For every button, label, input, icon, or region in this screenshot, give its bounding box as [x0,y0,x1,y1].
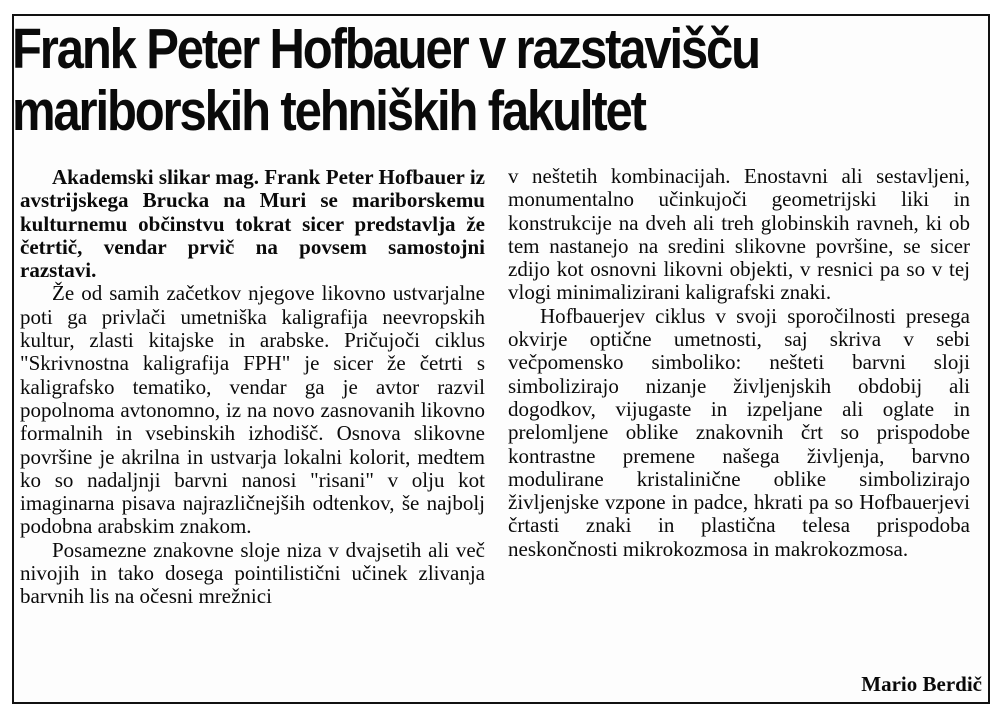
headline [12,18,829,142]
column-left [20,166,485,609]
body-paragraph-1: Že od samih začetkov njegove likovno ustvarjalne poti ga privlači umetniška kaligrafija neevropskih kultur, zlasti kitajske in arabske. Pričujoči ciklus "Skrivnostna kaligrafija FPH" je sicer že četrti s kaligrafsko tematiko, vendar ga je avtor razvil popolnoma avtonomno, iz na novo zasnovanih likovno formalnih in vsebinskih izhodišč. Osnova slikovne površine je akrilna in ustvarja lokalni kolorit, medtem ko so nadaljnji barvni nanosi "risani" v olju kot imaginarna pisava najrazličnejših odtenkov, še najbolj podobna arabskim znakom. [20,281,485,539]
column-right [508,165,970,561]
headline-line-2: mariborskih tehniških fakultet [12,79,645,143]
author-signature: Mario Berdič [861,672,982,696]
body-paragraph-2-end: v neštetih kombinacijah. Enostavni ali sestavljeni, monumentalno učinkujoči geometrijski liki in konstrukcije na dveh ali treh globinskih ravneh, ki ob tem nastanejo na sredini slikovne površine, se sicer zdijo kot osnovni likovni objekti, v resnici pa so v tej vlogi minimalizirani kaligrafski znaki. [508,164,970,305]
headline-line-1: Frank Peter Hofbauer v razstavišču [12,17,759,81]
body-paragraph-2-start: Posamezne znakovne sloje niza v dvajsetih ali več nivojih in tako dosega pointilistični učinek zlivanja barvnih lis na očesni mrežnici [20,537,485,609]
body-paragraph-3: Hofbauerjev ciklus v svoji sporočilnosti presega okvirje optične umetnosti, saj skriva v sebi večpomensko simboliko: nešteti barvni sloji simbolizirajo nizanje življenjskih obdobij ali dogodkov, vijugaste in izpeljane ali oglate in prelomljene oblike znakovnih črt so prispodobe kontrastne premene našega življenja, barvno modulirane kristalinične oblike simbolizirajo življenjske vzpone in padce, hkrati pa so Hofbauerjevi črtasti znaki in plastična telesa prispodoba neskončnosti mikrokozmosa in makrokozmosa. [508,303,970,561]
lead-paragraph: Akademski slikar mag. Frank Peter Hofbauer iz avstrijskega Brucka na Muri se mariborskemu kulturnemu občinstvu tokrat sicer predstavlja že četrtič, vendar prvič na povsem samostojni razstavi. [20,165,485,283]
